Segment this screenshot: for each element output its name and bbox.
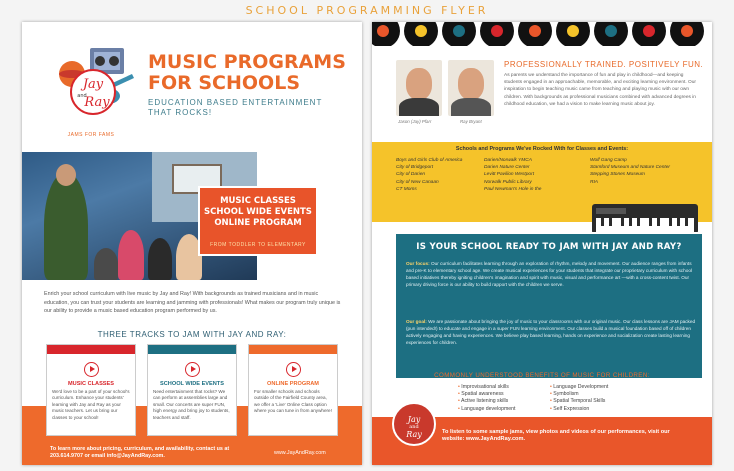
- partners-column-2: [484, 157, 541, 193]
- partner-item: Stepping Stones Museum: [590, 172, 645, 178]
- benefit-item: • Spatial awareness: [458, 391, 516, 398]
- program-highlight-box: [198, 186, 318, 256]
- benefits-list-left: [458, 384, 516, 413]
- vinyl-record-icon: [442, 22, 476, 46]
- school-ready-heading: IS YOUR SCHOOL READY TO JAM WITH JAY AND RAY?: [416, 242, 682, 252]
- vinyl-record-icon: [404, 22, 438, 46]
- benefit-item: • Active listening skills: [458, 398, 516, 405]
- track-title: SCHOOL WIDE EVENTS: [160, 381, 224, 387]
- partner-item: City of Darien: [396, 172, 426, 178]
- track-description: We'd love to be a part of your school's curriculum. Enhance your students' learning with Jay and Ray as your music teachers. Let us bring our classes to your school!: [52, 389, 130, 420]
- focus-paragraph: [406, 260, 696, 288]
- benefit-item: • Language development: [458, 406, 516, 413]
- track-description: For smaller schools and schools outside of the Fairfield County area, we offer a 'Live' Online Class option where you can tune in from anywhere!: [254, 389, 332, 414]
- portrait-body: [451, 98, 491, 116]
- benefit-item: • Improvisational skills: [458, 384, 516, 391]
- promo-line2: SCHOOL WIDE EVENTS: [204, 207, 312, 217]
- partners-column-3: [590, 157, 670, 186]
- vinyl-records-border: [372, 22, 712, 46]
- vinyl-record-icon: [594, 22, 628, 46]
- portrait-face: [406, 68, 432, 100]
- vinyl-record-icon: [372, 22, 400, 46]
- portrait-body: [399, 98, 439, 116]
- jay-and-ray-badge-logo: [392, 402, 436, 446]
- tracks-heading: THREE TRACKS TO JAM WITH JAY AND RAY:: [97, 330, 287, 339]
- listen-text: To listen to some sample jams, view photos and videos of our performances, visit our website: www.JayAndRay.com.: [442, 429, 670, 443]
- partner-item: Norwalk Public Library: [484, 179, 532, 185]
- benefit-item: • Language Development: [550, 384, 608, 391]
- track-color-bar: [249, 345, 337, 354]
- contact-text: To learn more about pricing, curriculum, and availability, contact us at 203.614.9707 or email info@JayAndRay.com.: [50, 446, 230, 459]
- benefit-item: • Self Expression: [550, 406, 608, 413]
- track-title: MUSIC CLASSES: [68, 381, 114, 387]
- partners-column-1: [396, 157, 462, 193]
- track-title: ONLINE PROGRAM: [267, 381, 319, 387]
- goal-paragraph: [406, 318, 696, 346]
- jay-and-ray-logo: [50, 42, 136, 130]
- benefits-list-right: [550, 384, 608, 413]
- page-title: [148, 52, 348, 94]
- track-card-music-classes: [46, 344, 136, 436]
- track-card-online-program: [248, 344, 338, 436]
- intro-paragraph: Enrich your school curriculum with live music by Jay and Ray! With backgrounds as trained musicians and in music education, you can trust your students are learning and jamming with professionals! What makes our program truly unique is our ability to provide a music based education program performed by us.: [44, 291, 341, 315]
- play-icon: [84, 362, 99, 377]
- vinyl-record-icon: [670, 22, 704, 46]
- vinyl-record-icon: [632, 22, 666, 46]
- flyer-page-back: [372, 22, 712, 465]
- photo-performer-head: [56, 164, 76, 186]
- partner-item: Levitt Pavilion Westport: [484, 172, 535, 178]
- partner-item: Darien Nature Center: [484, 165, 530, 171]
- subtitle-line1: EDUCATION BASED ENTERTAINMENT: [148, 98, 323, 107]
- focus-text: Our curriculum facilitates learning through an exploration of rhythm, melody and movement. Our audience ranges from infants and pre-K to elementary school age. We create musical experiences for your students that integrate our proprietary curriculum with school based initiatives thereby igniting children's imagination and spirit with music, visual and performance art —with a cross-content twist. Our primary driving force is our ability to build rapport with the children we serve.: [406, 261, 692, 287]
- track-color-bar: [148, 345, 236, 354]
- flyer-page-front: [22, 22, 362, 465]
- partner-item: Paul Newman's Hole in the: [484, 186, 542, 192]
- track-card-school-wide-events: [147, 344, 237, 436]
- promo-line3: ONLINE PROGRAM: [214, 218, 302, 228]
- page-title-line1: MUSIC PROGRAMS: [148, 51, 346, 73]
- benefit-item: • Spatial Temporal Skills: [550, 398, 608, 405]
- partners-heading: Schools and Programs We've Rocked With for Classes and Events:: [455, 146, 629, 152]
- about-paragraph: As parents we understand the importance of fun and play in childhood—and keeping students engaged in an approachable, memorable, and exciting learning environment. Our inspiration to begin teaching music came from teaching and playing music with our own children. With backgrounds as professional musicians combined with advanced degrees in childhood education, we had a vision to make learning music about joy.: [504, 73, 696, 107]
- caption-ray: Ray Bryant: [460, 119, 482, 124]
- partner-item: Stamford Museum and Nature Center: [590, 165, 670, 171]
- subtitle-line2: THAT ROCKS!: [148, 108, 213, 117]
- page-title-line2: FOR SCHOOLS: [148, 72, 300, 94]
- page-subtitle: [148, 98, 348, 118]
- goal-text: We are passionate about bringing the joy of music to your classrooms with our original music. Our class lessons are JAM packed (pun intended!) to educate and engage in a super FUN learning environment. Our classes build a musical foundation based off of children actively engaging and having experiences. We believe play based learning, hands on experience and socialization create lasting learning experiences for children.: [406, 319, 696, 345]
- promo-line1: MUSIC CLASSES: [220, 196, 296, 206]
- logo-and: and: [77, 93, 87, 99]
- portrait-ray: [448, 60, 494, 116]
- vinyl-record-icon: [480, 22, 514, 46]
- school-ready-section: [394, 232, 704, 380]
- track-description: Need entertainment that rocks? We can perform at assemblies large and small. Our concerts are super FUN, high energy and bring joy to students, teachers and staff.: [153, 389, 230, 420]
- track-color-bar: [47, 345, 135, 354]
- partner-item: Boys and Girls Club of America: [396, 158, 463, 163]
- partner-item: Darien/Norwalk YMCA: [484, 158, 532, 163]
- promo-age-range: FROM TODDLER TO ELEMENTARY: [210, 242, 306, 248]
- logo-ray: Ray: [84, 95, 110, 110]
- partner-item: City of New Canaan: [396, 179, 439, 185]
- portrait-jason: [396, 60, 442, 116]
- about-heading: PROFESSIONALLY TRAINED. POSITIVELY FUN.: [504, 60, 704, 69]
- keyboard-icon: [592, 200, 698, 236]
- badge-and: and: [409, 424, 419, 430]
- partner-item: RIA: [590, 179, 598, 185]
- vinyl-record-icon: [556, 22, 590, 46]
- benefits-heading: COMMONLY UNDERSTOOD BENEFITS OF MUSIC FOR CHILDREN:: [434, 372, 650, 379]
- benefit-item: • Symbolism: [550, 391, 608, 398]
- photo-child: [94, 248, 118, 280]
- photo-child: [118, 230, 144, 280]
- flyer-title: SCHOOL PROGRAMMING FLYER: [245, 4, 489, 17]
- portrait-face: [458, 68, 484, 100]
- photo-performer: [44, 172, 88, 280]
- play-icon: [185, 362, 200, 377]
- play-icon: [286, 362, 301, 377]
- logo-jay: Jay: [82, 77, 104, 92]
- goal-label: Our goal:: [406, 319, 427, 324]
- partner-item: City of Bridgeport: [396, 165, 434, 171]
- photo-child: [148, 238, 172, 280]
- partner-item: Wolf Gang Camp: [590, 158, 627, 163]
- focus-label: Our focus:: [406, 261, 430, 266]
- logo-tagline: JAMS FOR FAMS: [67, 132, 115, 138]
- caption-jason: Jason (Jay) Pfarr: [398, 119, 432, 124]
- vinyl-record-icon: [518, 22, 552, 46]
- partner-item: CT Moms: [396, 186, 417, 192]
- badge-jay: Jay: [407, 415, 421, 424]
- badge-ray: Ray: [406, 430, 422, 439]
- website-link[interactable]: www.JayAndRay.com: [274, 450, 326, 456]
